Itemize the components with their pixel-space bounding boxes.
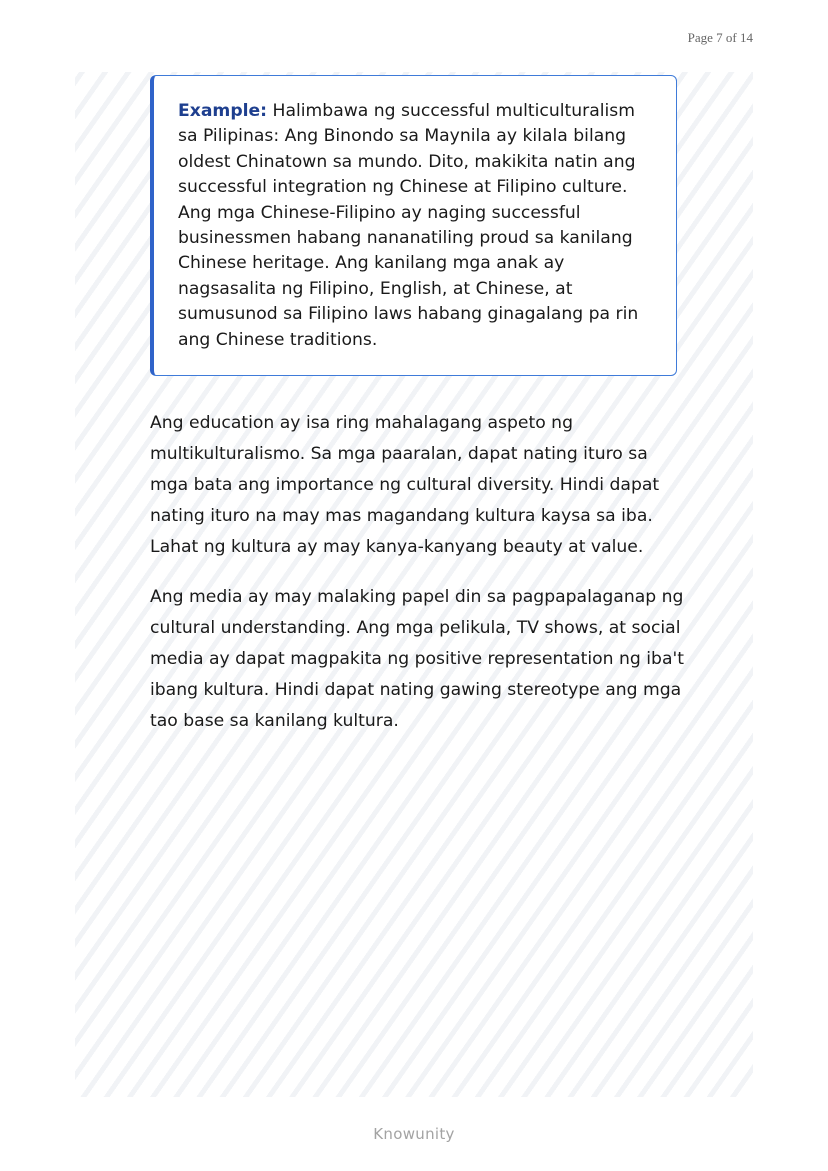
body-paragraph-education: Ang education ay isa ring mahalagang aspeto ng multikulturalismo. Sa mga paaralan, dapat nating ituro sa mga bata ang importance ng cultural diversity. Hindi dapat nating ituro na may mas magandang kultura kaysa sa iba. Lahat ng kultura ay may kanya-kanyang beauty at value.	[150, 413, 660, 557]
example-text: Halimbawa ng successful multiculturalism sa Pilipinas: Ang Binondo sa Maynila ay kilala bilang oldest Chinatown sa mundo. Dito, makikita natin ang successful integration ng Chinese at Filipino culture. Ang mga Chinese-Filipino ay naging successful businessmen habang nananatiling proud sa kanilang Chinese heritage. Ang kanilang mga anak ay nagsasalita ng Filipino, English, at Chinese, at sumusunod sa Filipino laws habang ginagalang pa rin ang Chinese traditions.	[178, 101, 639, 350]
example-callout	[150, 75, 677, 376]
example-label: Example:	[178, 101, 268, 121]
page-number: Page 7 of 14	[687, 30, 753, 45]
body-paragraph-media: Ang media ay may malaking papel din sa pagpapalaganap ng cultural understanding. Ang mga pelikula, TV shows, at social media ay dapat magpakita ng positive representation ng iba't ibang kultura. Hindi dapat nating gawing stereotype ang mga tao base sa kanilang kultura.	[150, 587, 684, 731]
footer-brand: Knowunity	[373, 1125, 455, 1143]
